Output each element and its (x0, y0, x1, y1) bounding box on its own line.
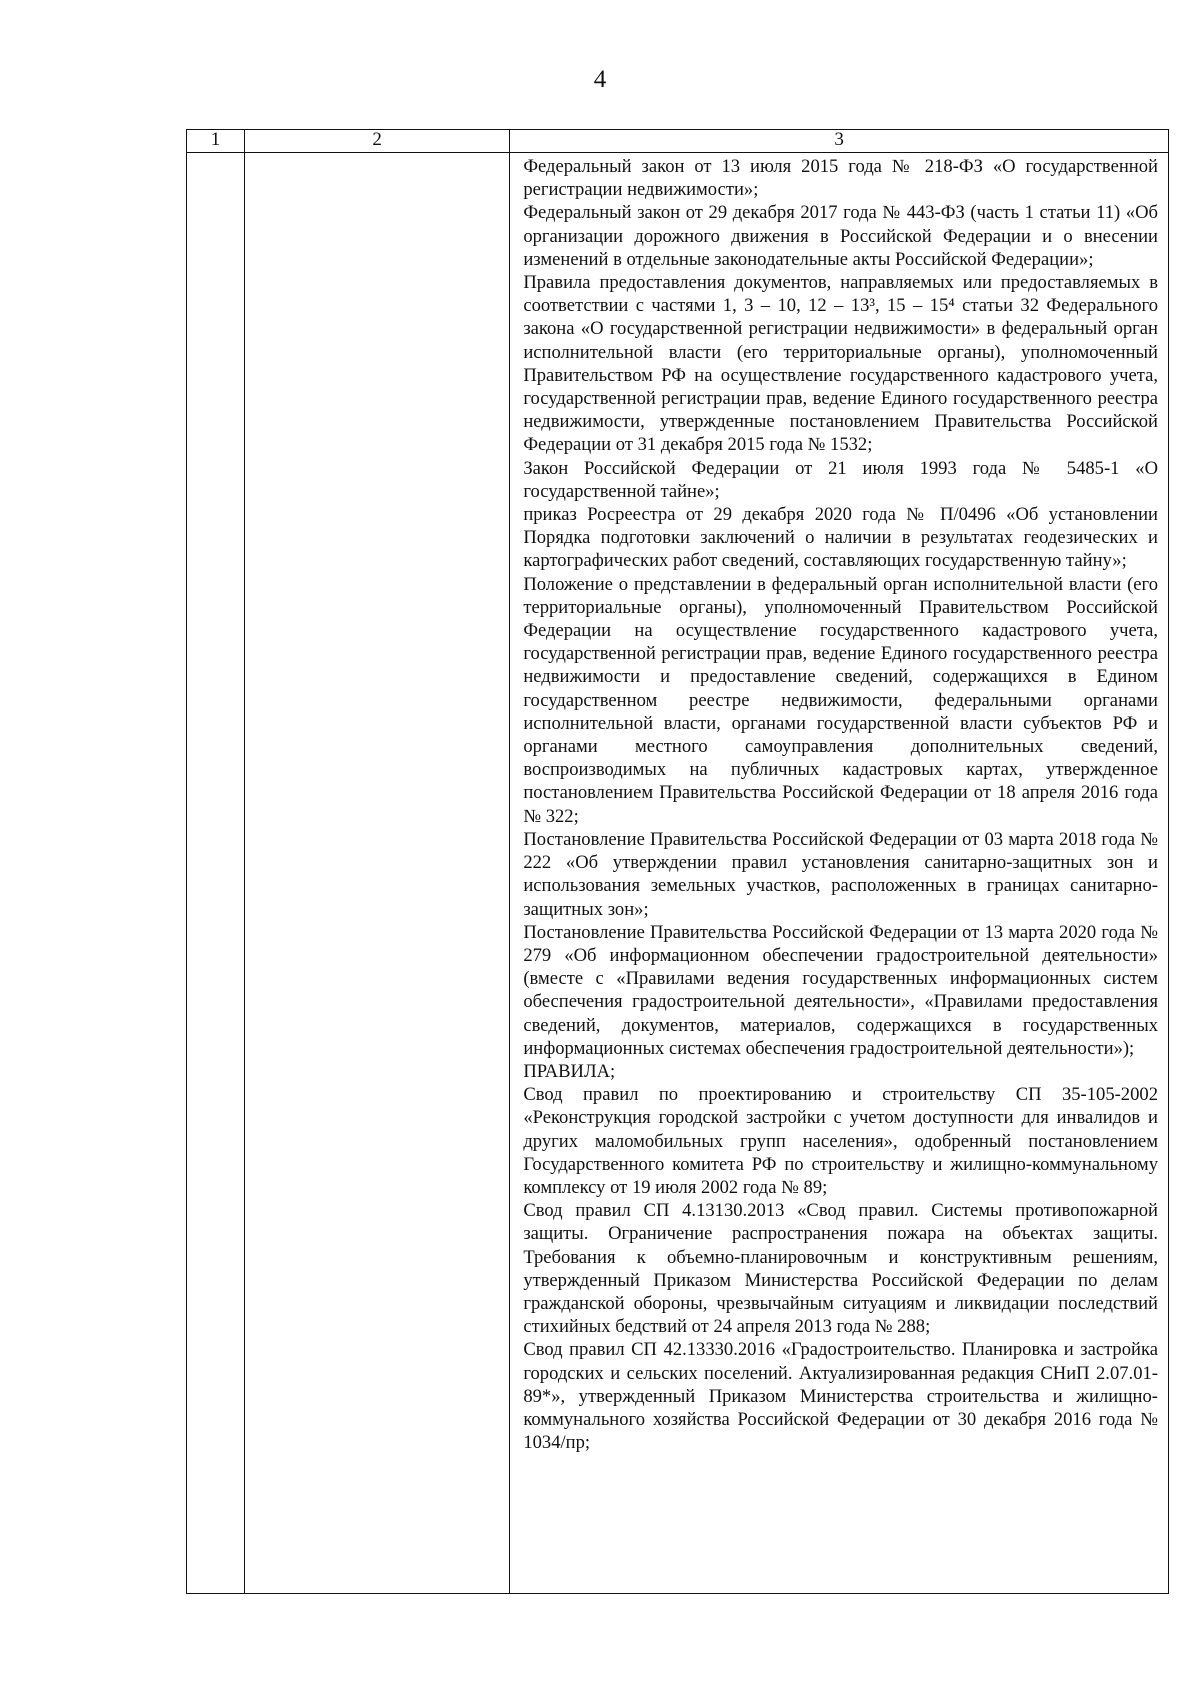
paragraph-resolution-222: Постановление Правительства Российской Федерации от 03 марта 2018 года № 222 «Об утверждении правил установления санитарно-защитных зон и использования земельных участков, расположенных в границах санитарно-защитных зон»; (523, 828, 1158, 920)
column-1-cell (187, 153, 245, 1594)
paragraph-sp-42-13330: Свод правил СП 42.13330.2016 «Градостроительство. Планировка и застройка городских и сельских поселений. Актуализированная редакция СНиП 2.07.01-89*», утвержденный Приказом Министерства строительства и жилищно-коммунального хозяйства Российской Федерации от 30 декабря 2016 года № 1034/пр; (523, 1339, 1158, 1454)
paragraph-federal-law-218: Федеральный закон от 13 июля 2015 года № 218-ФЗ «О государственной регистрации недвижимости»; (523, 156, 1158, 201)
paragraph-state-secret-law: Закон Российской Федерации от 21 июля 1993 года № 5485-1 «О государственной тайне»; (523, 457, 1158, 502)
table-header-row (187, 130, 1169, 153)
paragraph-sp-4-13130: Свод правил СП 4.13130.2013 «Свод правил. Системы противопожарной защиты. Ограничение распространения пожара на объектах защиты. Требования к объемно-планировочным и конструктивным решениям, утвержденный Приказом Министерства Российской Федерации по делам гражданской обороны, чрезвычайным ситуациям и ликвидации последствий стихийных бедствий от 24 апреля 2013 года № 288; (523, 1200, 1158, 1338)
column-3-cell (510, 153, 1169, 1594)
column-header-3: 3 (510, 130, 1169, 153)
paragraph-sp-35-105: Свод правил по проектированию и строительству СП 35-105-2002 «Реконструкция городской застройки с учетом доступности для инвалидов и других маломобильных групп населения», одобренный постановлением Государственного комитета РФ по строительству и жилищно-коммунальному комплексу от 19 июля 2002 года № 89; (523, 1084, 1158, 1198)
page-number: 4 (593, 66, 607, 93)
paragraph-regulation-322: Положение о представлении в федеральный орган исполнительной власти (его территориальные органы), уполномоченный Правительством Российской Федерации на осуществление государственного кадастрового учета, государственной регистрации прав, ведение Единого государственного реестра недвижимости и предоставление сведений, содержащихся в Едином государственном реестре недвижимости, федеральными органами исполнительной власти, органами государственной власти субъектов РФ и органами местного самоуправления дополнительных сведений, воспроизводимых на публичных кадастровых картах, утвержденное постановлением Правительства Российской Федерации от 18 апреля 2016 года № 322; (523, 573, 1158, 827)
paragraph-federal-law-443: Федеральный закон от 29 декабря 2017 года № 443-ФЗ (часть 1 статьи 11) «Об организации дорожного движения в Российской Федерации и о внесении изменений в отдельные законодательные акты Российской Федерации»; (523, 202, 1158, 270)
paragraph-resolution-279: Постановление Правительства Российской Федерации от 13 марта 2020 года № 279 «Об информационном обеспечении градостроительной деятельности» (вместе с «Правилами ведения государственных информационных систем обеспечения градостроительной деятельности», «Правилами предоставления сведений, документов, материалов, содержащихся в государственных информационных системах обеспечения градостроительной деятельности»); (523, 921, 1158, 1059)
paragraph-document-submission-rules: Правила предоставления документов, направляемых или предоставляемых в соответствии с частями 1, 3 – 10, 12 – 13³, 15 – 15⁴ статьи 32 Федерального закона «О государственной регистрации недвижимости» в федеральный орган исполнительной власти (его территориальные органы), уполномоченный Правительством РФ на осуществление государственного кадастрового учета, государственной регистрации прав, ведение Единого государственного реестра недвижимости, утвержденные постановлением Правительства Российской Федерации от 31 декабря 2015 года № 1532; (523, 272, 1158, 456)
column-header-1: 1 (187, 130, 245, 153)
paragraph-rules-heading: ПРАВИЛА; (523, 1060, 616, 1082)
column-2-cell (245, 153, 510, 1594)
paragraph-rosreestr-order: приказ Росреестра от 29 декабря 2020 года № П/0496 «Об установлении Порядка подготовки заключений о наличии в результатах геодезических и картографических работ сведений, составляющих государственную тайну»; (523, 504, 1158, 572)
legal-basis-table (186, 129, 1169, 1594)
column-header-2: 2 (245, 130, 510, 153)
table-row (187, 153, 1169, 1594)
